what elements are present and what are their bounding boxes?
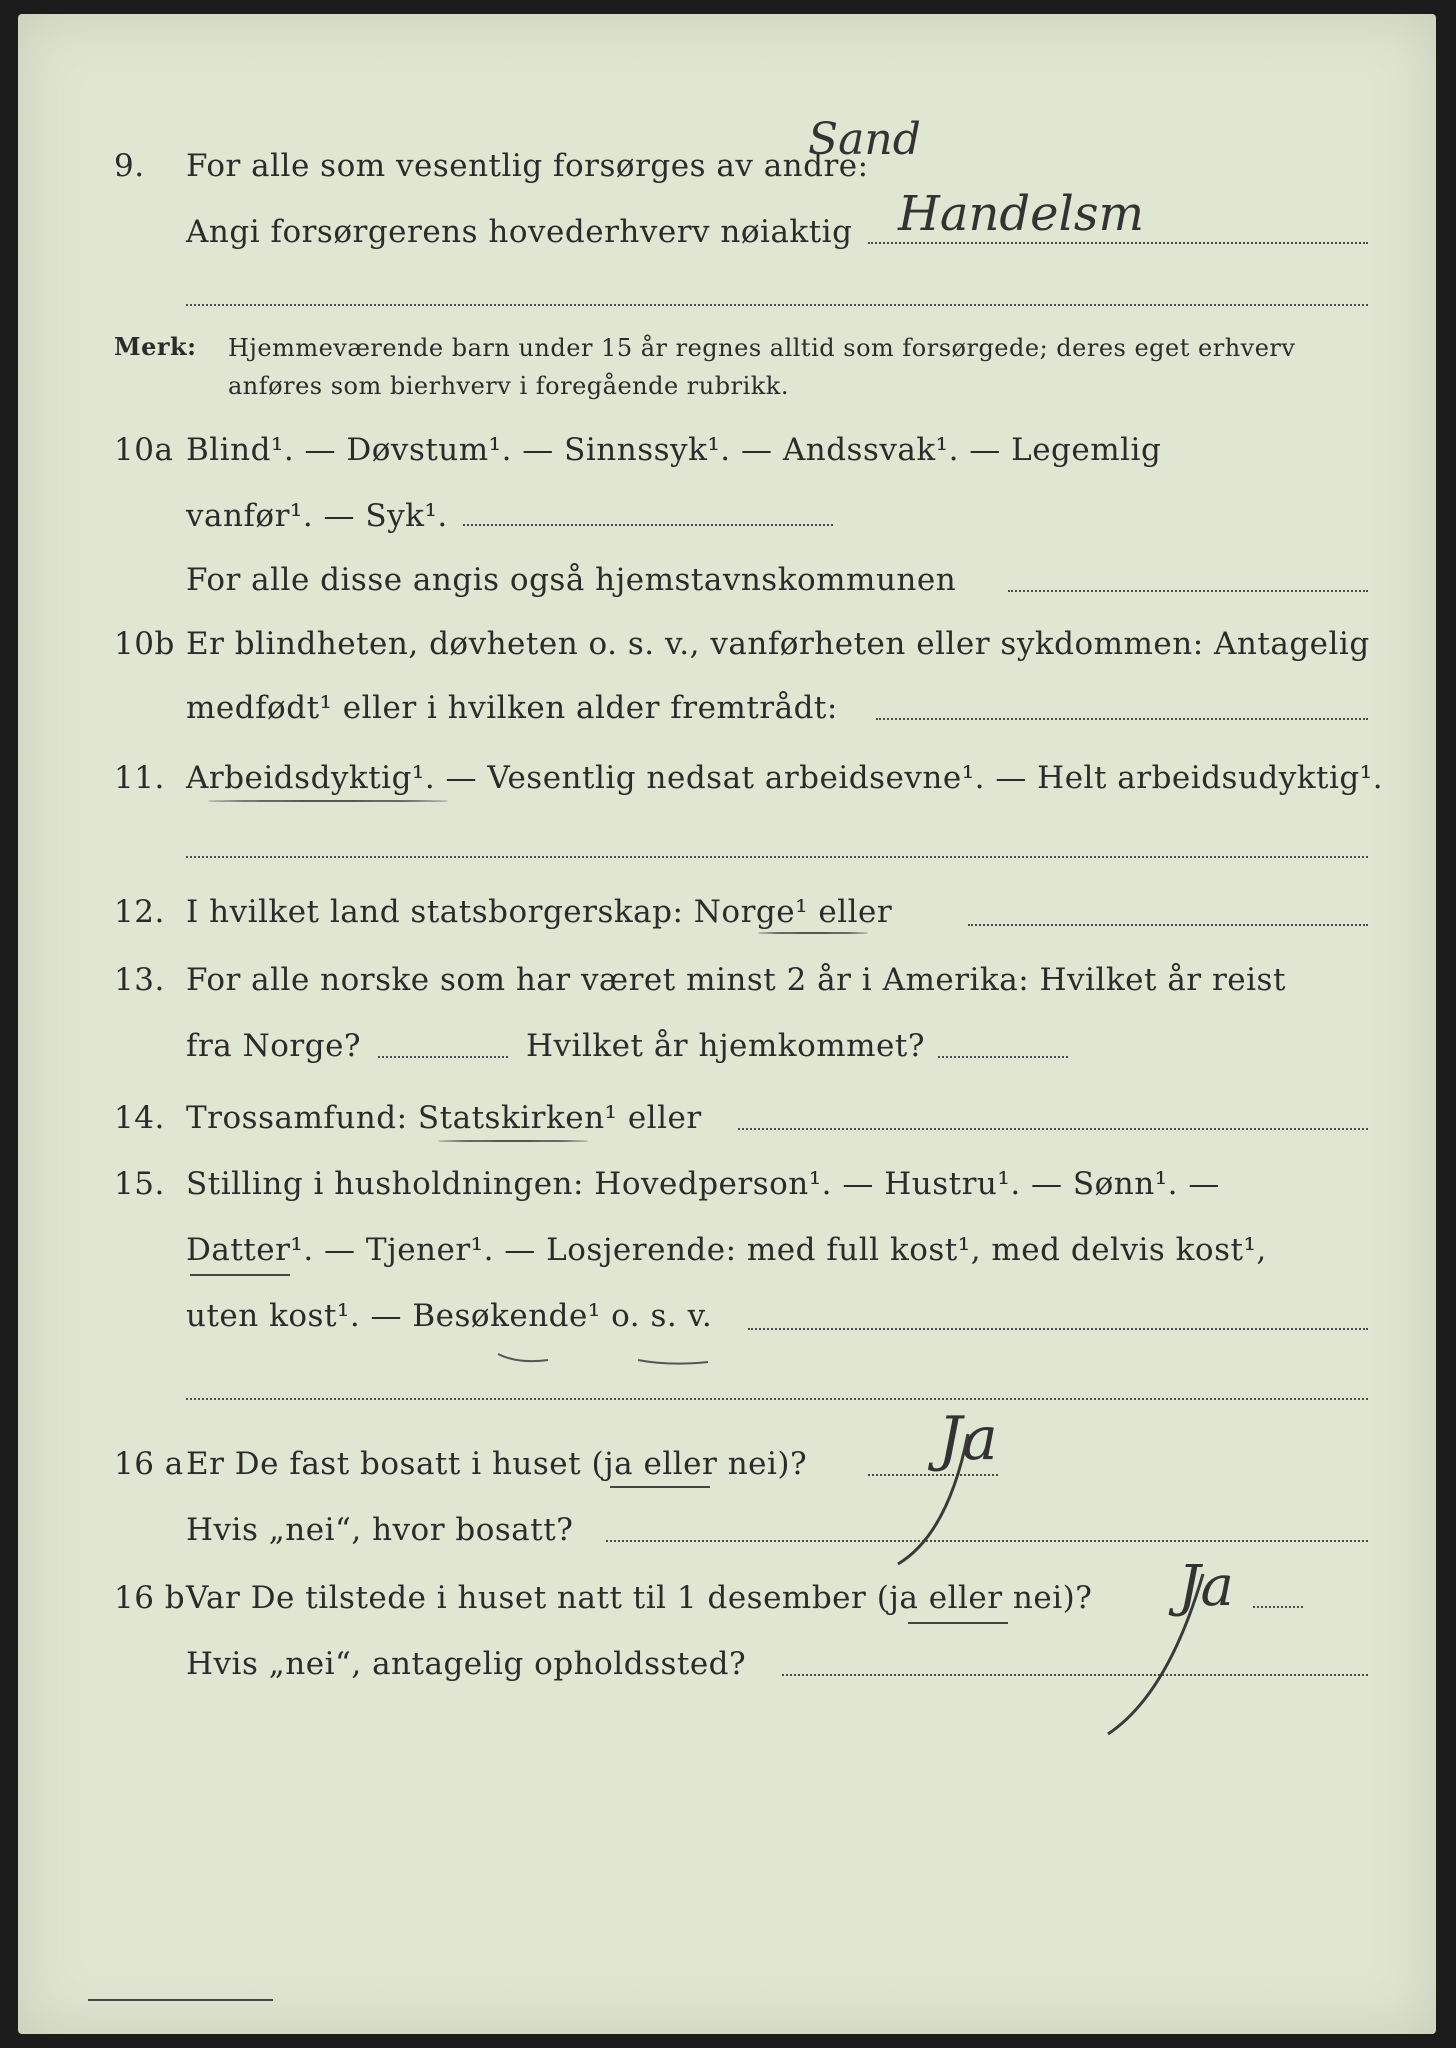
q13-number: 13. [114,962,165,998]
q13-line1: For alle norske som har været minst 2 år i Amerika: Hvilket år reist [186,962,1286,998]
q16b-answer: Ja [1178,1554,1234,1619]
census-form-sheet [18,14,1436,2034]
q9-answer-2: Handelsm [898,186,1145,242]
q10b-line1: Er blindheten, døvheten o. s. v., vanførheten eller sykdommen: Antagelig [186,626,1370,662]
note-line1: Hjemmeværende barn under 15 år regnes alltid som forsørgede; deres eget erhverv [228,334,1296,362]
q12-number: 12. [114,894,165,930]
q15-number: 15. [114,1166,165,1202]
q9-number: 9. [114,148,145,184]
q10a-line1: Blind¹. — Døvstum¹. — Sinnssyk¹. — Andssvak¹. — Legemlig [186,432,1162,468]
q13-line2a: fra Norge? [186,1028,362,1064]
q16a-line1: Er De fast bosatt i huset (ja eller nei)? [186,1446,808,1482]
q16a-line2: Hvis „nei“, hvor bosatt? [186,1512,574,1548]
q16a-answer: Ja [938,1404,998,1474]
note-label: Merk: [114,332,197,361]
handwriting-strokes [18,14,1436,2034]
q10b-line2: medfødt¹ eller i hvilken alder fremtrådt: [186,690,838,726]
q10a-number: 10a [114,432,174,468]
q16b-line1: Var De tilstede i huset natt til 1 desember (ja eller nei)? [186,1580,1093,1616]
q10a-line2: vanfør¹. — Syk¹. [186,498,448,534]
q10b-number: 10b [114,626,175,662]
q14-line1: Trossamfund: Statskirken¹ eller [186,1100,702,1136]
q16b-answer-stroke [1108,1574,1203,1734]
q15-line3: uten kost¹. — Besøkende¹ o. s. v. [186,1298,713,1334]
q10a-line3: For alle disse angis også hjemstavnskommunen [186,562,957,598]
bottom-margin-rule [88,1999,273,2001]
q16a-answer-stroke [898,1434,968,1564]
q11-number: 11. [114,760,165,796]
note-line2: anføres som bierhverv i foregående rubrikk. [228,372,789,400]
q9-line2: Angi forsørgerens hovederhverv nøiaktig [186,214,853,250]
q15-line1: Stilling i husholdningen: Hovedperson¹. — Hustru¹. — Sønn¹. — [186,1166,1220,1202]
q16b-line2: Hvis „nei“, antagelig opholdssted? [186,1646,747,1682]
q11-line1: Arbeidsdyktig¹. — Vesentlig nedsat arbeidsevne¹. — Helt arbeidsudyktig¹. [186,760,1384,796]
q15-line2: Datter¹. — Tjener¹. — Losjerende: med full kost¹, med delvis kost¹, [186,1232,1267,1268]
q12-line1: I hvilket land statsborgerskap: Norge¹ eller [186,894,893,930]
q15-mark-1 [498,1354,548,1361]
q15-mark-2 [638,1360,708,1364]
q16b-number: 16 b [114,1580,186,1616]
q14-number: 14. [114,1100,165,1136]
q9-line1: For alle som vesentlig forsørges av andre: [186,148,869,184]
q13-line2b: Hvilket år hjemkommet? [526,1028,925,1064]
q16a-number: 16 a [114,1446,184,1482]
q9-answer-1: Sand [808,114,921,165]
